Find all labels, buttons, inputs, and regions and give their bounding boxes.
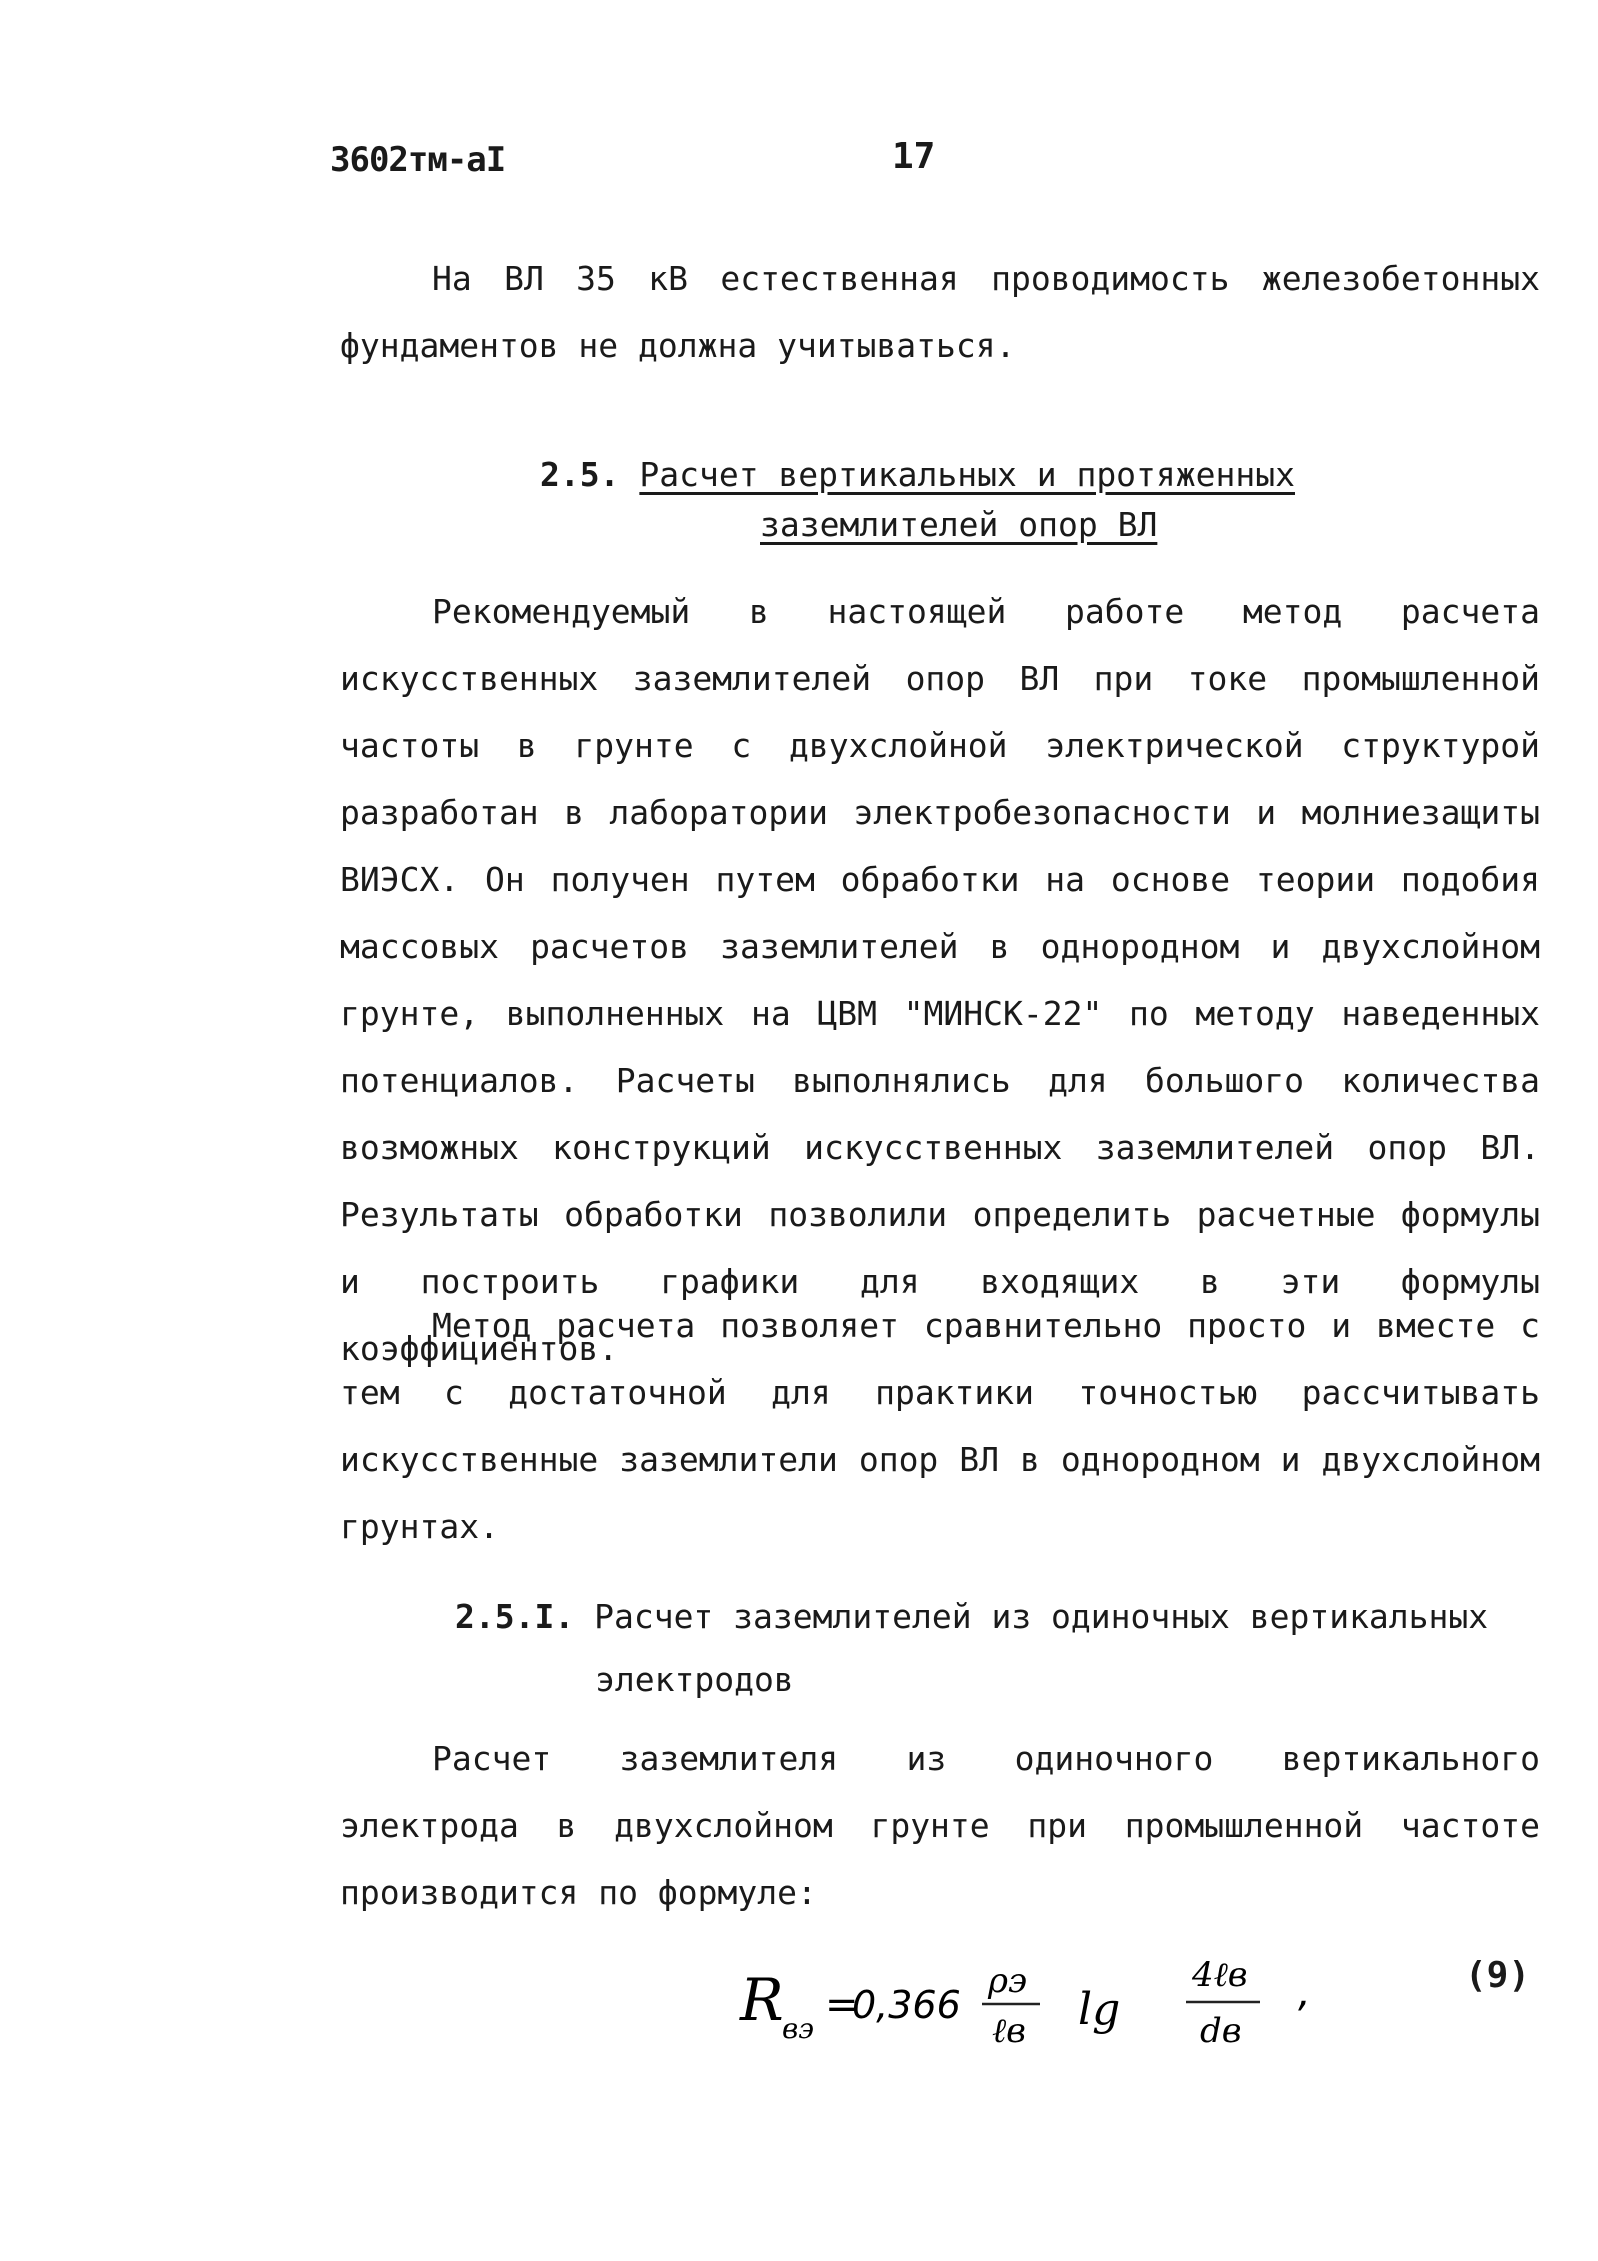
formula-9	[730, 1940, 1430, 2050]
section-2-5-number: 2.5.	[540, 455, 620, 494]
equation-number: (9)	[1465, 1955, 1531, 1996]
section-2-5-1-number: 2.5.I.	[455, 1597, 575, 1636]
section-2-5-1-heading-line2	[595, 1655, 794, 1705]
intro-paragraph: На ВЛ 35 кВ естественная проводимость железобетонных фундаментов не должна учитываться.	[340, 259, 1540, 365]
frac1-denominator: ℓв	[992, 2011, 1026, 2051]
frac1-numerator: ρэ	[988, 1961, 1028, 2001]
page-number: 17	[892, 136, 936, 177]
section-2-5-title-line1: Расчет вертикальных и протяженных	[639, 455, 1295, 494]
advantage-paragraph: Метод расчета позволяет сравнительно просто и вместе с тем с достаточной для практики точностью рассчитывать искусственные заземлители опор ВЛ в однородном и двухслойном грунтах.	[340, 1306, 1540, 1546]
section-2-5-heading-line2	[760, 500, 1157, 550]
formula-equals: =	[825, 1982, 859, 2028]
method-paragraph: Рекомендуемый в настоящей работе метод расчета искусственных заземлителей опор ВЛ при токе промышленной частоты в грунте с двухслойной электрической структурой разработан в лаборатории электробезопасности и молниезащиты ВИЭСХ. Он получен путем обработки на основе теории подобия массовых расчетов заземлителей в однородном и двухслойном грунте, выполненных на ЦВМ "МИНСК-22" по методу наведенных потенциалов. Расчеты выполнялись для большого количества возможных конструкций искусственных заземлителей опор ВЛ. Результаты обработки позволили определить расчетные формулы и построить графики для входящих в эти формулы коэффициентов.	[340, 592, 1540, 1368]
formula-lhs-subscript: вэ	[782, 2012, 814, 2045]
formula-coefficient: 0,366	[852, 1983, 961, 2027]
section-2-5-title-line2: заземлителей опор ВЛ	[760, 505, 1158, 544]
formula-trailing-comma: ,	[1298, 1970, 1311, 2016]
section-2-5-heading	[540, 450, 1295, 500]
formula-log: lg	[1078, 1984, 1121, 2035]
section-2-5-1-title-line1: Расчет заземлителей из одиночных вертикальных	[594, 1597, 1489, 1636]
frac2-numerator: 4ℓв	[1192, 1955, 1248, 1995]
formula-lhs: R	[740, 1966, 784, 2034]
document-code: 3602тм-аI	[330, 140, 506, 180]
section-2-5-1-heading	[455, 1592, 1488, 1642]
section-2-5-1-title-line2: электродов	[595, 1660, 794, 1699]
frac2-denominator: dв	[1200, 2011, 1242, 2051]
formula-intro-paragraph: Расчет заземлителя из одиночного вертикального электрода в двухслойном грунте при промышленной частоте производится по формуле:	[340, 1739, 1540, 1912]
formula-svg	[730, 1940, 1430, 2060]
